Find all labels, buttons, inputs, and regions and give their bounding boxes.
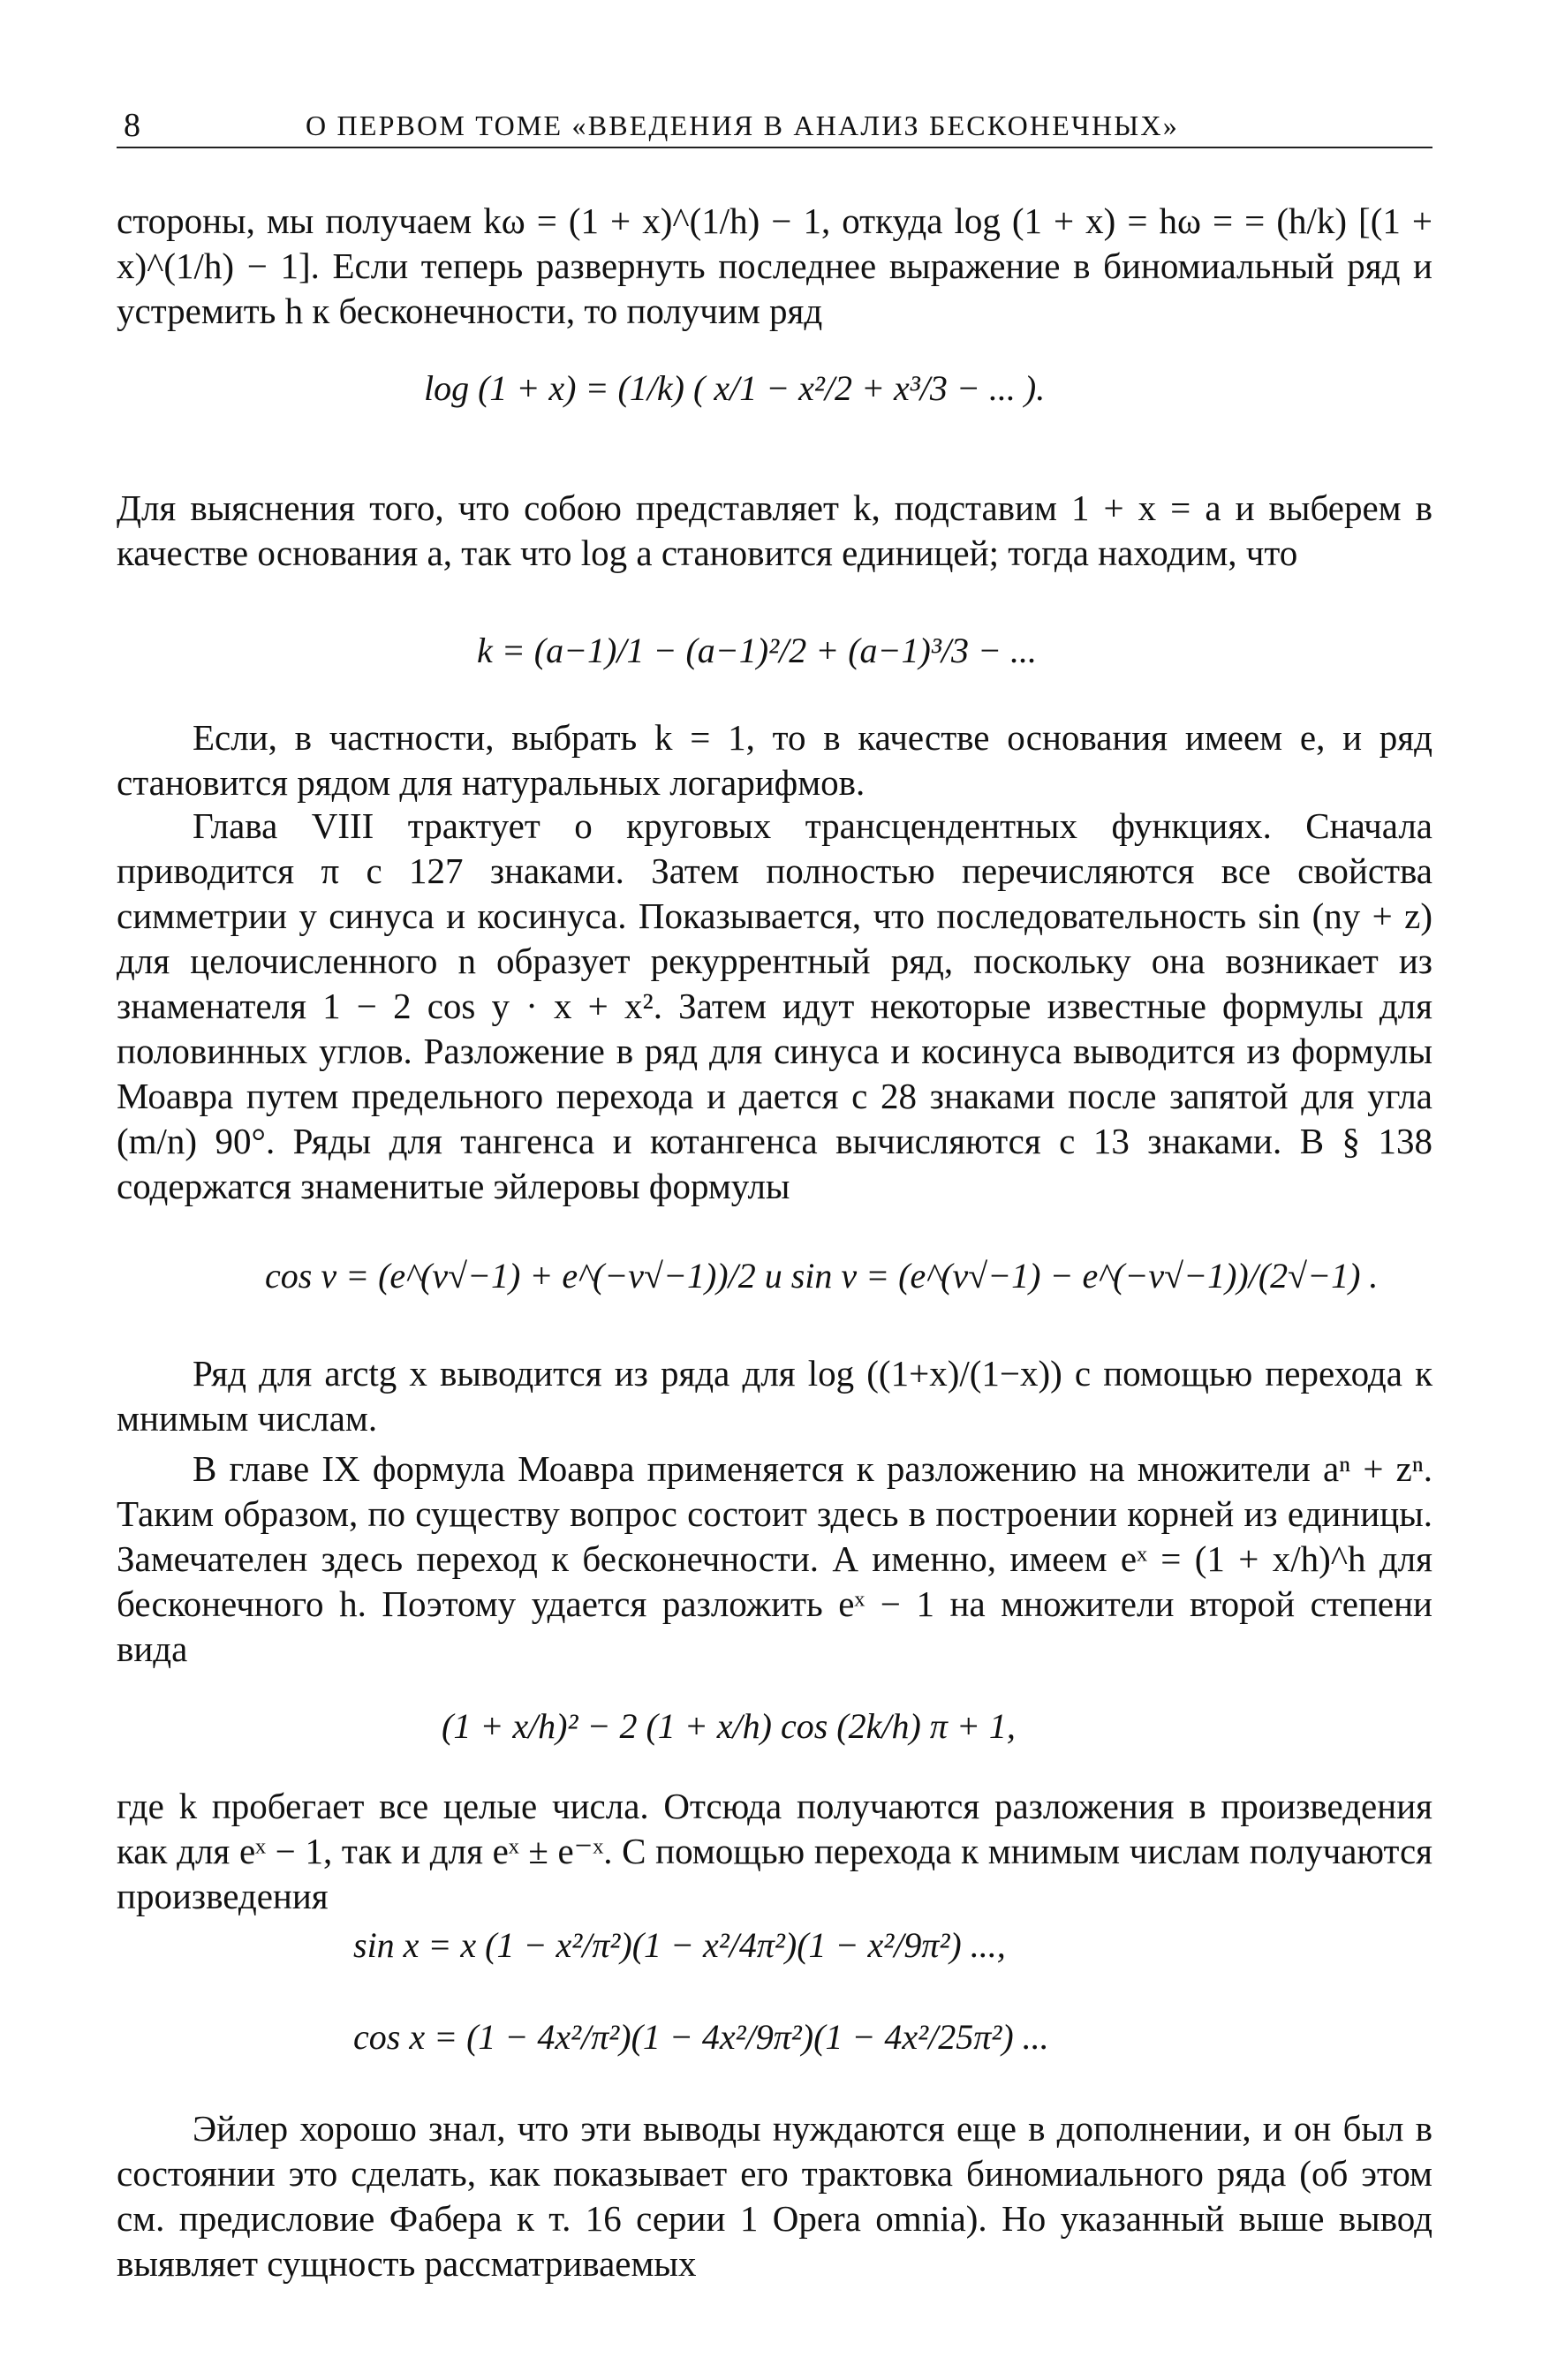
formula-cos-product: cos x = (1 − 4x²/π²)(1 − 4x²/9π²)(1 − 4x²/25π²) ... xyxy=(353,2017,1049,2057)
paragraph-6: В главе IX формула Моавра применяется к разложению на множители aⁿ + zⁿ. Таким образом, по существу вопрос состоит здесь в построении корней из единицы. Замечателен здесь переход к бесконечности. А именно, имеем eˣ = (1 + x/h)^h для бесконечного h. Поэтому удается разложить eˣ − 1 на множители второй степени вида xyxy=(117,1448,1432,1669)
formula-quadratic-factor: (1 + x/h)² − 2 (1 + x/h) cos (2k/h) π + 1, xyxy=(442,1706,1016,1746)
paragraph-5: Ряд для arctg x выводится из ряда для log ((1+x)/(1−x)) с помощью перехода к мнимым числам. xyxy=(117,1353,1432,1439)
paragraph-7: где k пробегает все целые числа. Отсюда получаются разложения в произведения как для eˣ − 1, так и для eˣ ± e⁻ˣ. С помощью перехода к мнимым числам получаются произведения xyxy=(117,1786,1432,1916)
page-number: 8 xyxy=(124,107,141,144)
paragraph-2: Для выяснения того, что собою представляет k, подставим 1 + x = a и выберем в качестве основания a, так что log a становится единицей; тогда находим, что xyxy=(117,487,1432,573)
formula-sin-product: sin x = x (1 − x²/π²)(1 − x²/4π²)(1 − x²/9π²) ..., xyxy=(353,1925,1006,1965)
paragraph-4: Глава VIII трактует о круговых трансцендентных функциях. Сначала приводится π с 127 знаками. Затем полностью перечисляются все свойства симметрии у синуса и косинуса. Показывается, что последовательность sin (ny + z) для целочисленного n образует рекуррентный ряд, поскольку она возникает из знаменателя 1 − 2 cos y · x + x². Затем идут некоторые известные формулы для половинных углов. Разложение в ряд для синуса и косинуса выводится из формулы Моавра путем предельного перехода и дается с 28 знаками после запятой для угла (m/n) 90°. Ряды для тангенса и котангенса вычисляются с 13 знаками. В § 138 содержатся знаменитые эйлеровы формулы xyxy=(117,805,1432,1206)
paragraph-8: Эйлер хорошо знал, что эти выводы нуждаются еще в дополнении, и он был в состоянии это сделать, как показывает его трактовка биномиального ряда (об этом см. предисловие Фабера к т. 16 серии 1 Opera omnia). Но указанный выше вывод выявляет сущность рассматриваемых xyxy=(117,2108,1432,2284)
page-header xyxy=(117,104,1432,148)
formula-k-series: k = (a−1)/1 − (a−1)²/2 + (a−1)³/3 − ... xyxy=(477,631,1037,670)
paragraph-1: стороны, мы получаем kω = (1 + x)^(1/h) − 1, откуда log (1 + x) = hω = = (h/k) [(1 + x)^(1/h) − 1]. Если теперь развернуть последнее выражение в биномиальный ряд и устремить h к бесконечности, то получим ряд xyxy=(117,200,1432,331)
formula-euler-cos-sin: cos v = (e^(v√−1) + e^(−v√−1))/2 и sin v = (e^(v√−1) − e^(−v√−1))/(2√−1) . xyxy=(265,1256,1379,1296)
formula-log-series: log (1 + x) = (1/k) ( x/1 − x²/2 + x³/3 − ... ). xyxy=(424,368,1046,408)
paragraph-3: Если, в частности, выбрать k = 1, то в качестве основания имеем e, и ряд становится рядом для натуральных логарифмов. xyxy=(117,717,1432,803)
running-title: О ПЕРВОМ ТОМЕ «ВВЕДЕНИЯ В АНАЛИЗ БЕСКОНЕЧНЫХ» xyxy=(306,110,1179,141)
